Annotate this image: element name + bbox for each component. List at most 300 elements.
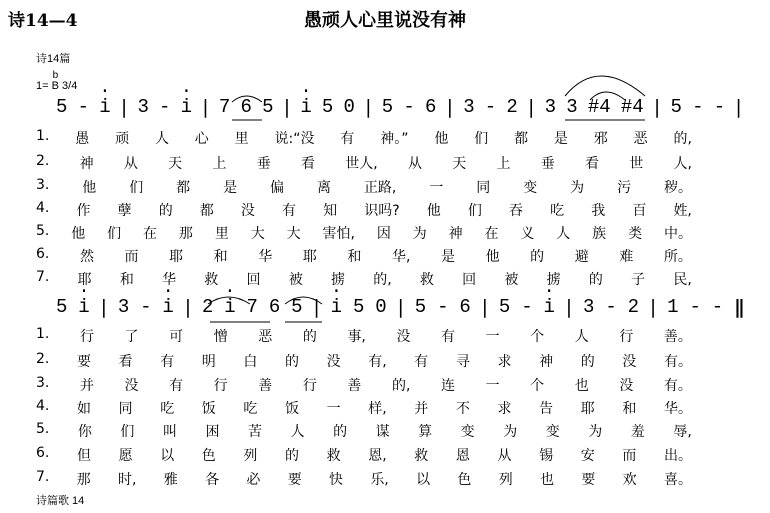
- lyric-syllable: 们: [107, 226, 122, 242]
- lyric-syllable: 连: [441, 378, 456, 394]
- lyric-syllable: 华,: [391, 249, 411, 265]
- lyric-line: [36, 445, 692, 465]
- lyric-syllable: 有,: [368, 354, 387, 370]
- lyric-syllable: 看: [300, 156, 315, 172]
- lyric-syllable: 从: [407, 156, 422, 172]
- lyric-syllable: 他: [426, 203, 441, 219]
- lyric-syllable: 锡: [539, 448, 554, 464]
- lyric-syllable: 百: [632, 203, 647, 219]
- bar-line: |: [365, 96, 372, 118]
- lyric-syllable: 困: [205, 424, 220, 440]
- lyric-syllable: 有: [441, 329, 456, 345]
- lyric-syllable: 民,: [673, 272, 692, 288]
- note-extension: -: [159, 96, 171, 118]
- lyric-syllable: 快: [329, 472, 343, 488]
- lyric-line: [36, 177, 692, 197]
- melody-line-1: [56, 96, 742, 118]
- bar-line: |: [481, 296, 489, 318]
- note: 3: [583, 296, 595, 318]
- lyric-syllable: 没: [124, 378, 139, 394]
- lyric-syllable: 族: [592, 226, 607, 242]
- note: 6: [424, 96, 437, 118]
- lyric-syllable: 愚: [75, 131, 90, 147]
- lyric-syllable: 耶: [580, 401, 595, 417]
- note: · i: [543, 296, 554, 318]
- lyric-syllable: 不: [455, 401, 470, 417]
- lyric-syllable: 善: [258, 378, 273, 394]
- lyric-syllable: 一: [485, 329, 500, 345]
- lyric-syllable: 要: [581, 472, 596, 488]
- verse-number: 4.: [36, 200, 50, 216]
- lyric-syllable: 列: [243, 448, 258, 464]
- lyric-syllable: 恩: [455, 448, 470, 464]
- lyric-syllable: 都: [514, 131, 529, 147]
- lyric-syllable: 苦: [248, 424, 263, 440]
- lyric-syllable: 然: [79, 249, 94, 265]
- lyric-syllable: 为: [570, 180, 585, 196]
- note: 6: [268, 296, 281, 318]
- lyric-syllable: 行: [619, 329, 634, 345]
- lyric-line: [36, 128, 692, 148]
- lyric-syllable: 他: [82, 180, 97, 196]
- source-label: 诗14篇: [36, 53, 71, 65]
- lyric-syllable: 从: [123, 156, 138, 172]
- lyric-syllable: 变: [545, 424, 560, 440]
- bar-line: |: [100, 296, 107, 318]
- lyric-syllable: 谋: [375, 424, 390, 440]
- note: 1: [667, 296, 679, 318]
- note: 2: [627, 296, 639, 318]
- lyric-syllable: 被: [288, 272, 303, 288]
- lyric-syllable: 可: [169, 329, 184, 345]
- lyric-syllable: 耶: [302, 249, 317, 265]
- lyric-syllable: 要: [287, 472, 302, 488]
- lyric-syllable: 大: [250, 226, 265, 242]
- note: 5: [321, 96, 334, 118]
- lyric-syllable: 神: [539, 354, 554, 370]
- lyric-syllable: 在: [143, 226, 158, 242]
- lyric-syllable: 里: [234, 131, 249, 147]
- lyric-syllable: 上: [496, 156, 511, 172]
- note-extension: -: [605, 296, 617, 318]
- lyric-syllable: 难: [619, 249, 634, 265]
- lyric-syllable: 害怕,: [322, 226, 355, 242]
- note: · i: [78, 296, 89, 318]
- lyric-syllable: 为: [588, 424, 603, 440]
- note: 3: [117, 296, 130, 318]
- lyric-syllable: 人: [556, 226, 571, 242]
- lyric-syllable: 说:“没: [274, 131, 315, 147]
- verse-number: 4.: [36, 398, 50, 414]
- lyric-line: [36, 153, 692, 173]
- key-note: B: [51, 80, 59, 92]
- lyric-syllable: 以: [416, 472, 431, 488]
- lyric-syllable: 神: [448, 226, 463, 242]
- note: 5: [498, 296, 511, 318]
- note: · i: [224, 296, 235, 318]
- lyric-syllable: 天: [452, 156, 467, 172]
- lyric-syllable: 们: [474, 131, 489, 147]
- lyric-syllable: 喜。: [663, 472, 692, 488]
- verse-number: 1.: [36, 326, 50, 342]
- bar-line: |: [528, 96, 535, 118]
- lyric-syllable: 们: [129, 180, 144, 196]
- note: 5: [56, 296, 68, 318]
- lyric-line: [36, 469, 692, 489]
- note: 0: [375, 296, 387, 318]
- lyric-syllable: 恩,: [368, 448, 387, 464]
- lyric-syllable: 饭: [285, 401, 300, 417]
- note: 6: [459, 296, 471, 318]
- lyric-syllable: 华: [162, 272, 177, 288]
- lyric-line: [36, 398, 692, 418]
- lyric-syllable: 中。: [663, 226, 692, 242]
- lyric-syllable: 掳: [546, 272, 561, 288]
- lyric-syllable: 们: [120, 424, 135, 440]
- note: · i: [300, 96, 311, 118]
- lyric-syllable: 明: [201, 354, 216, 370]
- key-prefix: 1=: [36, 80, 49, 92]
- lyric-syllable: 有: [340, 131, 355, 147]
- lyric-syllable: 乐,: [370, 472, 389, 488]
- note: 7: [246, 296, 258, 318]
- verse-number: 6.: [36, 246, 50, 262]
- lyric-syllable: 的: [530, 249, 545, 265]
- note-extension: -: [403, 96, 415, 118]
- lyric-syllable: 吃: [243, 401, 258, 417]
- lyric-syllable: 饭: [201, 401, 216, 417]
- lyric-syllable: 避: [574, 249, 589, 265]
- verse-number: 3.: [36, 375, 50, 391]
- lyric-syllable: 一: [429, 180, 444, 196]
- lyric-line: [36, 375, 692, 395]
- note: #4: [620, 96, 644, 118]
- lyric-syllable: 了: [124, 329, 139, 345]
- lyric-syllable: 回: [246, 272, 261, 288]
- lyric-syllable: 求: [497, 354, 512, 370]
- lyric-syllable: 有: [414, 354, 429, 370]
- lyric-syllable: 人: [290, 424, 305, 440]
- lyric-syllable: 有。: [663, 354, 692, 370]
- lyric-syllable: 善。: [663, 329, 692, 345]
- bar-line: |: [649, 296, 657, 318]
- lyric-syllable: 世人,: [345, 156, 378, 172]
- lyric-syllable: 的: [158, 203, 173, 219]
- lyric-syllable: 的: [285, 354, 300, 370]
- lyric-syllable: 的: [588, 272, 603, 288]
- lyric-syllable: 欢: [622, 472, 637, 488]
- lyric-syllable: 寻: [455, 354, 470, 370]
- note: · i: [181, 96, 192, 118]
- lyric-syllable: 并: [79, 378, 94, 394]
- bar-line: |: [184, 296, 192, 318]
- lyric-syllable: 污: [617, 180, 632, 196]
- bar-line: ||: [734, 296, 742, 318]
- lyric-syllable: 雅: [163, 472, 178, 488]
- lyric-syllable: 以: [160, 448, 175, 464]
- lyric-syllable: 出。: [663, 448, 692, 464]
- lyric-syllable: 心: [194, 131, 209, 147]
- bar-line: |: [202, 96, 209, 118]
- lyric-syllable: 和: [622, 401, 637, 417]
- lyric-syllable: 一: [326, 401, 341, 417]
- lyric-line: [36, 326, 692, 346]
- lyric-syllable: 掳: [331, 272, 345, 288]
- lyric-syllable: 的,: [373, 272, 392, 288]
- lyric-syllable: 顽: [115, 131, 130, 147]
- lyric-syllable: 变: [523, 180, 538, 196]
- lyric-syllable: 华。: [663, 401, 692, 417]
- lyric-syllable: 行: [79, 329, 94, 345]
- lyric-syllable: 要: [76, 354, 91, 370]
- lyric-syllable: 他: [71, 226, 86, 242]
- bar-line: |: [565, 296, 573, 318]
- lyric-syllable: 但: [76, 448, 91, 464]
- note: #4: [587, 96, 611, 118]
- note: 3: [463, 96, 475, 118]
- lyric-syllable: 所。: [663, 249, 692, 265]
- lyric-syllable: 都: [176, 180, 191, 196]
- lyric-syllable: 恶: [633, 131, 648, 147]
- lyric-syllable: 垂: [540, 156, 555, 172]
- note: 0: [343, 96, 355, 118]
- note: 3: [137, 96, 149, 118]
- note-extension: -: [689, 296, 701, 318]
- lyric-syllable: 愿: [118, 448, 133, 464]
- lyric-syllable: 正路,: [363, 180, 397, 196]
- lyric-line: [36, 200, 692, 220]
- lyric-syllable: 被: [504, 272, 519, 288]
- lyric-syllable: 的: [333, 424, 348, 440]
- lyric-syllable: 有: [169, 378, 184, 394]
- verse-number: 1.: [36, 128, 50, 144]
- lyric-line: [36, 421, 692, 441]
- note-extension: -: [437, 296, 449, 318]
- song-title: 愚顽人心里说没有神: [304, 10, 466, 31]
- lyric-syllable: 大: [286, 226, 301, 242]
- note: · i: [162, 296, 173, 318]
- lyric-syllable: 如: [76, 401, 91, 417]
- lyric-syllable: 人: [154, 131, 169, 147]
- lyric-syllable: 是: [223, 180, 238, 196]
- bar-line: |: [120, 96, 128, 118]
- note: 5: [291, 296, 303, 318]
- lyric-syllable: 一: [485, 378, 500, 394]
- lyric-line: [36, 351, 692, 371]
- bar-line: |: [653, 96, 661, 118]
- verse-number: 6.: [36, 445, 50, 461]
- lyric-syllable: 都: [199, 203, 214, 219]
- lyric-syllable: 我: [591, 203, 606, 219]
- lyric-syllable: 是: [553, 131, 568, 147]
- lyric-syllable: 邪: [593, 131, 608, 147]
- lyric-syllable: 那: [76, 472, 91, 488]
- lyric-syllable: 救: [204, 272, 219, 288]
- lyric-syllable: 羞: [630, 424, 645, 440]
- lyric-syllable: 吞: [509, 203, 523, 219]
- melody-line-2: [56, 296, 742, 318]
- lyric-syllable: 为: [412, 226, 427, 242]
- lyric-syllable: 看: [118, 354, 133, 370]
- lyric-syllable: 神: [79, 156, 94, 172]
- note-extension: -: [711, 296, 724, 318]
- lyric-syllable: 姓,: [673, 203, 692, 219]
- lyric-syllable: 在: [484, 226, 499, 242]
- psalm-number: 诗14—4: [8, 11, 78, 31]
- lyric-syllable: 个: [530, 329, 545, 345]
- note: · i: [331, 296, 342, 318]
- lyric-syllable: 也: [574, 378, 589, 394]
- lyric-syllable: 的,: [391, 378, 411, 394]
- lyric-syllable: 有: [160, 354, 175, 370]
- footer-label: 诗篇歌 14: [36, 495, 85, 507]
- note-extension: -: [521, 296, 533, 318]
- time-signature: 3/4: [62, 80, 78, 92]
- lyric-syllable: 知: [323, 203, 338, 219]
- lyric-syllable: 列: [498, 472, 513, 488]
- lyric-syllable: 色: [457, 472, 472, 488]
- lyric-syllable: 没: [396, 329, 411, 345]
- lyric-syllable: 没: [326, 354, 341, 370]
- note: 2: [201, 296, 214, 318]
- note-extension: -: [692, 96, 704, 118]
- lyric-line: [36, 223, 692, 243]
- lyric-syllable: 从: [497, 448, 512, 464]
- lyric-syllable: 天: [168, 156, 183, 172]
- lyric-syllable: 耶: [77, 272, 92, 288]
- lyric-syllable: 时,: [117, 472, 137, 488]
- lyric-syllable: 神。”: [380, 131, 409, 147]
- lyric-line: [36, 269, 692, 289]
- note: 6: [240, 96, 252, 118]
- note: · i: [99, 96, 110, 118]
- lyric-syllable: 耶: [169, 249, 184, 265]
- verse-number: 7.: [36, 469, 50, 485]
- lyric-syllable: 秽。: [664, 180, 692, 196]
- lyric-syllable: 并: [414, 401, 429, 417]
- lyric-syllable: 安: [580, 448, 595, 464]
- lyric-line: [36, 246, 692, 266]
- lyric-syllable: 同: [476, 180, 491, 196]
- lyric-syllable: 世: [629, 156, 644, 172]
- lyric-syllable: 上: [212, 156, 227, 172]
- lyric-syllable: 也: [540, 472, 555, 488]
- lyric-syllable: 离: [316, 180, 331, 196]
- lyric-syllable: 个: [530, 378, 545, 394]
- lyric-syllable: 偏: [270, 180, 285, 196]
- note: 3: [544, 96, 557, 118]
- lyric-syllable: 垂: [256, 156, 271, 172]
- lyric-syllable: 必: [246, 472, 261, 488]
- lyric-syllable: 义: [520, 226, 535, 242]
- note: 3: [566, 96, 578, 118]
- note-extension: -: [713, 96, 726, 118]
- lyric-syllable: 叫: [162, 424, 177, 440]
- flat-sign: b: [52, 70, 59, 81]
- lyric-syllable: 样,: [368, 401, 387, 417]
- lyric-syllable: 没: [619, 378, 634, 394]
- lyric-syllable: 没: [622, 354, 637, 370]
- lyric-syllable: 人: [574, 329, 589, 345]
- lyric-syllable: 求: [497, 401, 512, 417]
- lyric-syllable: 是: [441, 249, 456, 265]
- verse-number: 5.: [36, 421, 50, 437]
- note: 5: [56, 96, 68, 118]
- lyric-syllable: 华: [258, 249, 273, 265]
- note: 5: [414, 296, 427, 318]
- lyric-syllable: 那: [178, 226, 193, 242]
- lyric-syllable: 的,: [673, 131, 692, 147]
- lyric-syllable: 的: [302, 329, 317, 345]
- lyric-syllable: 识吗?: [364, 203, 400, 219]
- lyric-syllable: 和: [347, 249, 362, 265]
- lyric-syllable: 的: [580, 354, 595, 370]
- note: 5: [262, 96, 274, 118]
- note: 7: [218, 96, 231, 118]
- lyric-syllable: 同: [118, 401, 133, 417]
- note: 5: [670, 96, 682, 118]
- lyric-syllable: 人,: [673, 156, 692, 172]
- lyric-syllable: 类: [628, 226, 643, 242]
- lyric-syllable: 善: [347, 378, 362, 394]
- lyric-syllable: 的: [285, 448, 300, 464]
- bar-line: |: [446, 96, 453, 118]
- note: 2: [506, 96, 518, 118]
- lyric-syllable: 为: [503, 424, 518, 440]
- lyric-syllable: 孽: [117, 203, 132, 219]
- bar-line: |: [397, 296, 404, 318]
- lyric-syllable: 恶: [258, 329, 273, 345]
- lyric-syllable: 他: [434, 131, 449, 147]
- lyric-syllable: 看: [585, 156, 599, 172]
- lyric-syllable: 里: [214, 226, 229, 242]
- lyric-syllable: 救: [419, 272, 434, 288]
- lyric-syllable: 而: [622, 448, 637, 464]
- bar-line: |: [283, 96, 291, 118]
- lyric-syllable: 有: [282, 203, 297, 219]
- lyric-syllable: 他: [485, 249, 500, 265]
- lyric-syllable: 告: [539, 401, 554, 417]
- lyric-syllable: 行: [213, 378, 228, 394]
- verse-number: 7.: [36, 269, 50, 285]
- note-extension: -: [484, 96, 497, 118]
- lyric-syllable: 变: [460, 424, 475, 440]
- verse-number: 5.: [36, 223, 50, 239]
- lyric-syllable: 辱,: [673, 424, 692, 440]
- lyric-syllable: 算: [418, 424, 433, 440]
- lyric-syllable: 事,: [347, 329, 366, 345]
- lyric-syllable: 各: [205, 472, 220, 488]
- lyric-syllable: 救: [414, 448, 429, 464]
- verse-number: 2.: [36, 351, 50, 367]
- lyric-syllable: 有。: [663, 378, 692, 394]
- lyric-syllable: 憎: [213, 329, 228, 345]
- lyric-syllable: 吃: [160, 401, 175, 417]
- verse-number: 3.: [36, 177, 50, 193]
- lyric-syllable: 和: [119, 272, 134, 288]
- lyric-syllable: 而: [124, 249, 139, 265]
- lyric-syllable: 回: [462, 272, 477, 288]
- note-extension: -: [140, 296, 152, 318]
- lyric-syllable: 们: [467, 203, 482, 219]
- lyric-syllable: 救: [326, 448, 341, 464]
- lyric-syllable: 作: [76, 203, 91, 219]
- note: 5: [381, 96, 394, 118]
- bar-line: |: [735, 96, 742, 118]
- note: 5: [352, 296, 365, 318]
- lyric-syllable: 你: [77, 424, 92, 440]
- lyric-syllable: 白: [243, 354, 258, 370]
